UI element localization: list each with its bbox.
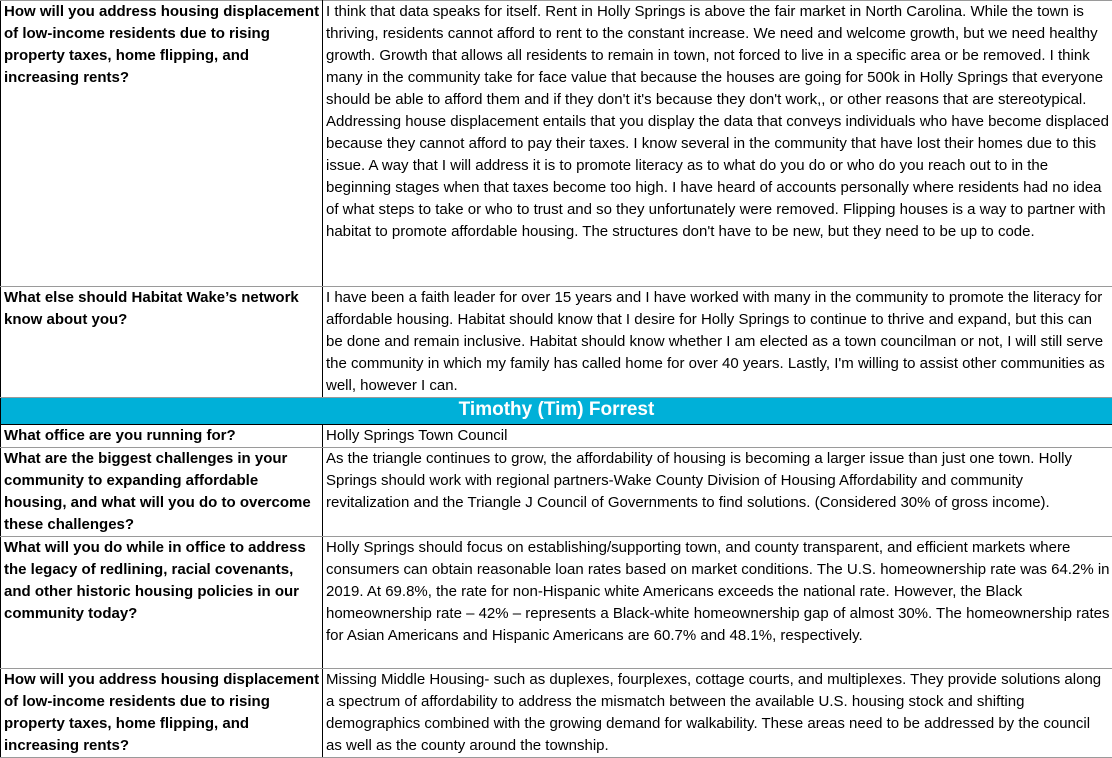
question-text: How will you address housing displacement of low-income residents due to rising property taxes, home flipping, and increasing rents? (4, 669, 320, 757)
answer-cell[interactable] (323, 448, 1112, 537)
table-row (1, 669, 1112, 758)
question-text: What will you do while in office to address the legacy of redlining, racial covenants, and other historic housing policies in our community today? (4, 537, 320, 625)
answer-cell[interactable] (323, 669, 1112, 758)
answer-cell[interactable] (323, 1, 1112, 287)
question-text: What office are you running for? (4, 425, 320, 447)
answer-cell[interactable] (323, 425, 1112, 448)
question-cell[interactable] (1, 669, 323, 758)
answer-cell[interactable] (323, 537, 1112, 669)
answer-text: I think that data speaks for itself. Rent in Holly Springs is above the fair market in North Carolina. While the town is thriving, residents cannot afford to rent to the constant increase. We need and welcome growth, but we need healthy growth. Growth that allows all residents to remain in town, not forced to live in a specific area or be removed. I think many in the community take for face value that because the houses are going for 500k in Holly Springs that everyone should be able to afford them and if they don't it's because they don't work,, or other reasons that are stereotypical. Addressing house displacement entails that you display the data that conveys individuals who have become displaced because they cannot afford to pay their taxes. I know several in the community that have lost their homes due to this issue. A way that I will address it is to promote literacy as to what do you do or who do you reach out to in the beginning stages when that taxes become too high. I have heard of accounts personally where residents had no idea of what steps to take or who to trust and so they unfortunately were removed. Flipping houses is a way to partner with habitat to promote affordable housing. The structures don't have to be new, but they need to be up to code. (326, 1, 1110, 243)
answer-text: Holly Springs should focus on establishing/supporting town, and county transparent, and efficient markets where consumers can obtain reasonable loan rates based on market conditions. The U.S. homeownership rate was 64.2% in 2019. At 69.8%, the rate for non-Hispanic white Americans exceeds the national rate. However, the Black homeownership rate – 42% – represents a Black-white homeownership gap of almost 30%. The homeownership rates for Asian Americans and Hispanic Americans are 60.7% and 48.1%, respectively. (326, 537, 1110, 647)
answer-cell[interactable] (323, 287, 1112, 398)
answer-text: Missing Middle Housing- such as duplexes, fourplexes, cottage courts, and multiplexes. They provide solutions along a spectrum of affordability to address the mismatch between the available U.S. housing stock and shifting demographics combined with the growing demand for walkability. These areas need to be addressed by the council as well as the county around the township. (326, 669, 1110, 757)
table-row (1, 537, 1112, 669)
question-cell[interactable] (1, 425, 323, 448)
candidate-name[interactable]: Timothy (Tim) Forrest (1, 398, 1112, 425)
question-cell[interactable] (1, 1, 323, 287)
table-row (1, 425, 1112, 448)
answer-text: I have been a faith leader for over 15 years and I have worked with many in the community to promote the literacy for affordable housing. Habitat should know that I desire for Holly Springs to continue to thrive and expand, but this can be done and remain inclusive. Habitat should know whether I am elected as a town councilman or not, I will still serve the community in which my family has called home for over 40 years. Lastly, I'm willing to assist other communities as well, however I can. (326, 287, 1110, 397)
question-text: What else should Habitat Wake’s network know about you? (4, 287, 320, 331)
answer-text: As the triangle continues to grow, the affordability of housing is becoming a larger issue than just one town. Holly Springs should work with regional partners-Wake County Division of Housing Affordability and community revitalization and the Triangle J Council of Governments to find solutions. (Considered 30% of gross income). (326, 448, 1110, 514)
table-row (1, 1, 1112, 287)
question-text: How will you address housing displacement of low-income residents due to rising property taxes, home flipping, and increasing rents? (4, 1, 320, 89)
table-row (1, 287, 1112, 398)
question-cell[interactable] (1, 287, 323, 398)
candidate-header-row (1, 398, 1112, 425)
answer-text: Holly Springs Town Council (326, 425, 1110, 447)
table-row (1, 448, 1112, 537)
question-text: What are the biggest challenges in your community to expanding affordable housing, and what will you do to overcome these challenges? (4, 448, 320, 536)
question-cell[interactable] (1, 448, 323, 537)
question-cell[interactable] (1, 537, 323, 669)
